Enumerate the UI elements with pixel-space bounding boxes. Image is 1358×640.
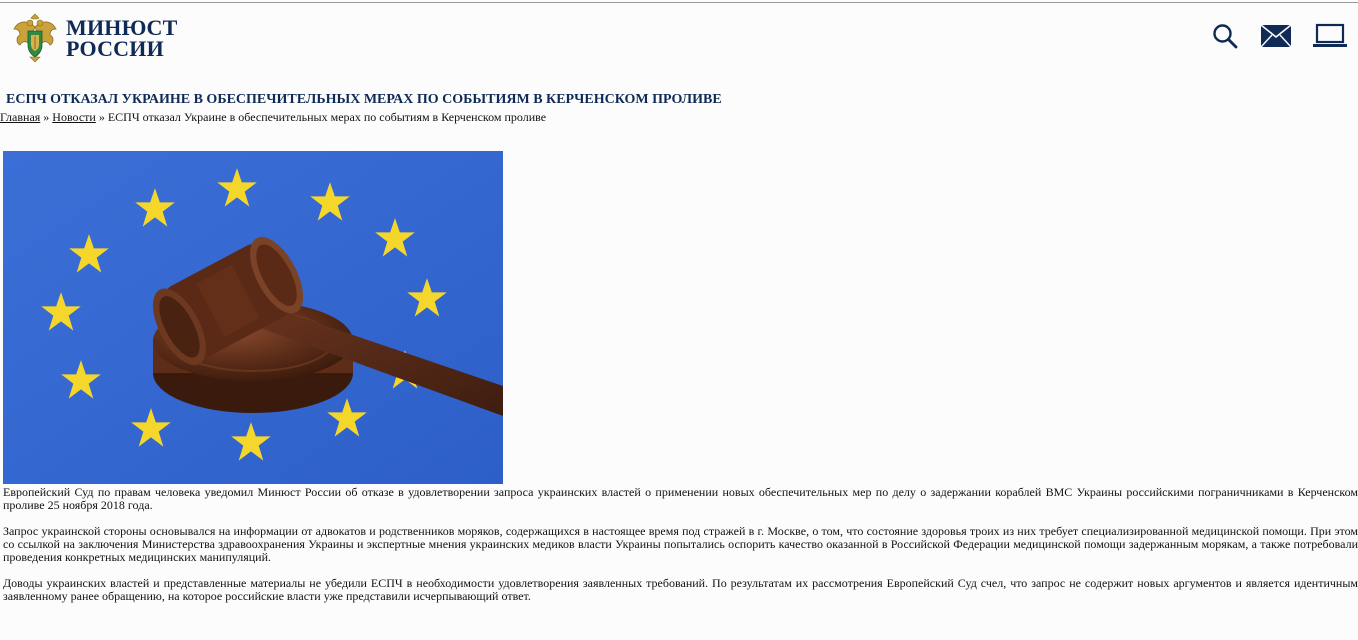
breadcrumb-current: ЕСПЧ отказал Украине в обеспечительных мерах по событиям в Керченском проливе [107, 110, 547, 124]
article-body [3, 486, 1358, 616]
logo-line1: МИНЮСТ [66, 15, 178, 40]
article-image [3, 151, 503, 484]
header-actions [1212, 23, 1348, 49]
article-paragraph: Европейский Суд по правам человека уведомил Минюст России об отказе в удовлетворении запроса украинских властей о применении новых обеспечительных мер по делу о задержании кораблей ВМС Украины российскими пограничниками в Керченском проливе 25 ноября 2018 года. [3, 485, 1358, 512]
search-icon[interactable] [1212, 23, 1238, 49]
logo-line2: РОССИИ [66, 36, 164, 61]
breadcrumb-separator: » [43, 110, 50, 124]
breadcrumb-news-link[interactable]: Новости [52, 110, 96, 124]
eagle-emblem-icon [12, 13, 58, 63]
breadcrumb-separator: » [98, 110, 105, 124]
laptop-icon[interactable] [1312, 23, 1348, 49]
mail-icon[interactable] [1260, 24, 1292, 48]
logo-text [66, 17, 178, 59]
breadcrumb [0, 110, 546, 125]
breadcrumb-home-link[interactable]: Главная [0, 110, 41, 124]
site-header [0, 3, 1358, 78]
site-logo[interactable] [12, 13, 178, 63]
article-paragraph: Доводы украинских властей и представленные материалы не убедили ЕСПЧ в необходимости удовлетворения заявленных требований. По результатам их рассмотрения Европейский Суд счел, что запрос не содержит новых аргументов и является идентичным заявленному ранее обращению, на которое российские власти уже представили исчерпывающий ответ. [3, 576, 1358, 603]
article-paragraph: Запрос украинской стороны основывался на информации от адвокатов и родственников моряков, содержащихся в настоящее время под стражей в г. Москве, о том, что состояние здоровья троих из них требует специализированной медицинской помощи. При этом со ссылкой на заключения Министерства здравоохранения Украины и экспертные мнения украинских медиков власти Украины попытались оспорить качество оказанной в Российской Федерации медицинской помощи задержанным морякам, а также потребовали проведения конкретных медицинских манипуляций. [3, 524, 1358, 564]
page-title: ЕСПЧ ОТКАЗАЛ УКРАИНЕ В ОБЕСПЕЧИТЕЛЬНЫХ МЕРАХ ПО СОБЫТИЯМ В КЕРЧЕНСКОМ ПРОЛИВЕ [6, 92, 722, 107]
